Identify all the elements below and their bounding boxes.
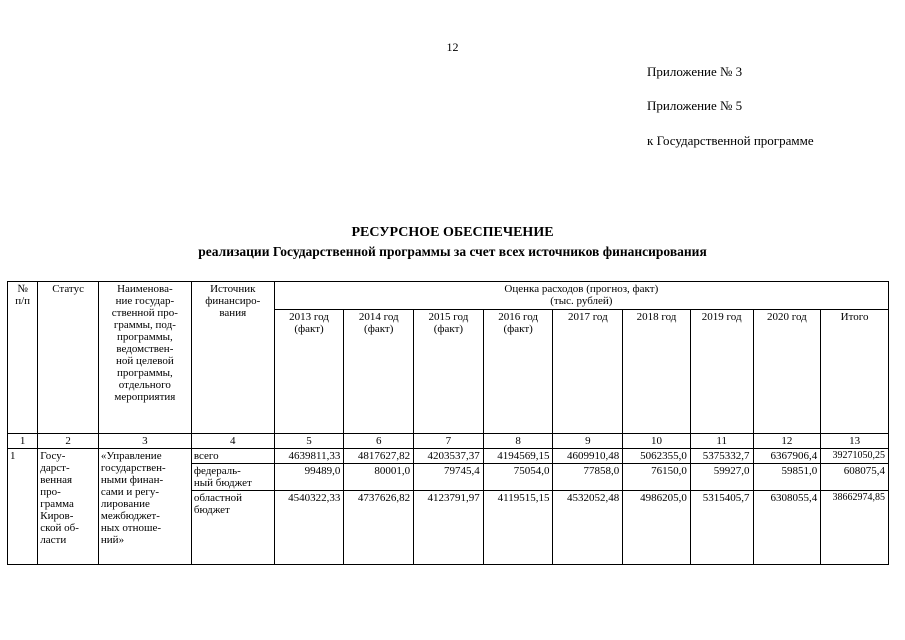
value-cell: 75054,0 bbox=[483, 464, 553, 491]
header-year: 2014 год (факт) bbox=[344, 310, 414, 434]
column-number: 9 bbox=[553, 434, 623, 449]
resource-table bbox=[7, 281, 889, 565]
total-cell: 39271050,25 bbox=[821, 449, 889, 464]
header-year: 2013 год (факт) bbox=[274, 310, 344, 434]
value-cell: 4540322,33 bbox=[274, 491, 344, 565]
value-cell: 4986205,0 bbox=[623, 491, 691, 565]
document-title: РЕСУРСНОЕ ОБЕСПЕЧЕНИЕ bbox=[351, 225, 554, 240]
header-year: 2016 год (факт) bbox=[483, 310, 553, 434]
column-number: 6 bbox=[344, 434, 414, 449]
value-cell: 4194569,15 bbox=[483, 449, 553, 464]
header-status: Статус bbox=[38, 282, 99, 434]
value-cell: 4817627,82 bbox=[344, 449, 414, 464]
column-number: 13 bbox=[821, 434, 889, 449]
value-cell: 4119515,15 bbox=[483, 491, 553, 565]
header-estimate-line1: Оценка расходов (прогноз, факт) bbox=[504, 283, 659, 295]
header-estimate bbox=[274, 282, 888, 310]
total-cell: 608075,4 bbox=[821, 464, 889, 491]
value-cell: 5062355,0 bbox=[623, 449, 691, 464]
column-number: 3 bbox=[98, 434, 191, 449]
row-num: 1 bbox=[8, 449, 38, 565]
column-number: 4 bbox=[191, 434, 274, 449]
header-year: 2020 год bbox=[753, 310, 821, 434]
header-name: Наименова- ние государ- ственной про- граммы, под- программы, ведомствен- ной целевой программы, отдельного мероприятия bbox=[98, 282, 191, 434]
source-label: всего bbox=[191, 449, 274, 464]
value-cell: 59851,0 bbox=[753, 464, 821, 491]
column-number: 5 bbox=[274, 434, 344, 449]
source-label: областной бюджет bbox=[191, 491, 274, 565]
value-cell: 6308055,4 bbox=[753, 491, 821, 565]
column-number: 2 bbox=[38, 434, 99, 449]
value-cell: 5315405,7 bbox=[690, 491, 753, 565]
value-cell: 4123791,97 bbox=[414, 491, 484, 565]
header-year: 2018 год bbox=[623, 310, 691, 434]
value-cell: 4532052,48 bbox=[553, 491, 623, 565]
value-cell: 5375332,7 bbox=[690, 449, 753, 464]
column-number: 1 bbox=[8, 434, 38, 449]
header-year: 2015 год (факт) bbox=[414, 310, 484, 434]
value-cell: 99489,0 bbox=[274, 464, 344, 491]
column-number: 10 bbox=[623, 434, 691, 449]
table-row bbox=[8, 449, 889, 464]
column-number: 8 bbox=[483, 434, 553, 449]
document-subtitle: реализации Государственной программы за счет всех источников финансирования bbox=[198, 244, 707, 259]
column-number-row bbox=[8, 434, 889, 449]
value-cell: 4639811,33 bbox=[274, 449, 344, 464]
column-number: 11 bbox=[690, 434, 753, 449]
value-cell: 4737626,82 bbox=[344, 491, 414, 565]
value-cell: 4609910,48 bbox=[553, 449, 623, 464]
value-cell: 79745,4 bbox=[414, 464, 484, 491]
appendix-line-1: Приложение № 3 bbox=[647, 64, 743, 79]
total-cell: 38662974,85 bbox=[821, 491, 889, 565]
value-cell: 4203537,37 bbox=[414, 449, 484, 464]
header-year: 2019 год bbox=[690, 310, 753, 434]
column-number: 7 bbox=[414, 434, 484, 449]
header-estimate-unit: (тыс. рублей) bbox=[550, 295, 613, 307]
row-status: Госу- дарст- венная про- грамма Киров- ской об- ласти bbox=[38, 449, 99, 565]
header-source: Источник финансиро- вания bbox=[191, 282, 274, 434]
value-cell: 59927,0 bbox=[690, 464, 753, 491]
value-cell: 77858,0 bbox=[553, 464, 623, 491]
header-total: Итого bbox=[821, 310, 889, 434]
header-num: № п/п bbox=[8, 282, 38, 434]
column-number: 12 bbox=[753, 434, 821, 449]
value-cell: 76150,0 bbox=[623, 464, 691, 491]
page-number: 12 bbox=[446, 40, 459, 54]
header-year: 2017 год bbox=[553, 310, 623, 434]
value-cell: 6367906,4 bbox=[753, 449, 821, 464]
row-program-name: «Управление государствен- ными финан- сами и регу- лирование межбюджет- ных отноше- ний» bbox=[98, 449, 191, 565]
source-label: федераль- ный бюджет bbox=[191, 464, 274, 491]
value-cell: 80001,0 bbox=[344, 464, 414, 491]
appendix-line-3: к Государственной программе bbox=[647, 133, 814, 148]
appendix-line-2: Приложение № 5 bbox=[647, 98, 743, 113]
